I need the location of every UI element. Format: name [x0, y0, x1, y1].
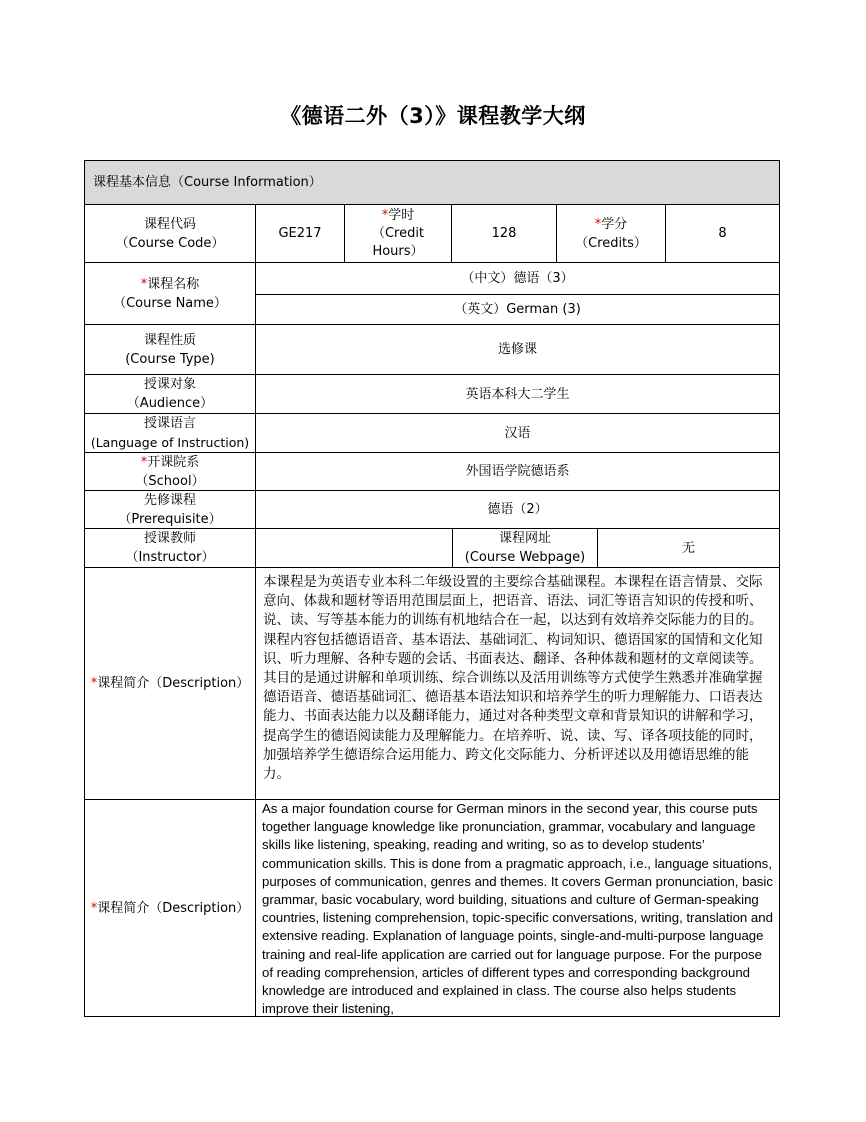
section-header — [84, 160, 780, 205]
prerequisite-label-cn: 先修课程 — [143, 492, 196, 508]
course-name-en — [255, 294, 780, 325]
audience-value-text: 英语本科大二学生 — [465, 386, 570, 402]
credits-label-cn: 学分 — [601, 216, 628, 232]
course-name-label — [84, 262, 256, 325]
language-label — [84, 413, 256, 453]
school-value — [255, 452, 780, 491]
webpage-value-text: 无 — [681, 540, 695, 556]
description-cn-label-text: 课程简介（Description） — [97, 676, 250, 691]
prerequisite-value — [255, 490, 780, 529]
course-name-label-cn: 课程名称 — [147, 276, 200, 292]
credits-label — [556, 204, 666, 263]
school-label-en: （School） — [135, 473, 205, 489]
hours-label-cn: 学时 — [388, 207, 415, 223]
description-en-label — [84, 799, 256, 1017]
description-cn-label — [84, 567, 256, 800]
credits-value — [665, 204, 780, 263]
required-mark: * — [594, 216, 602, 232]
audience-label — [84, 374, 256, 414]
required-mark: * — [90, 900, 98, 916]
webpage-label-cn: 课程网址 — [498, 531, 551, 546]
hours-value — [451, 204, 557, 263]
required-mark: * — [381, 207, 389, 223]
hours-label — [344, 204, 452, 263]
hours-label-en1: （Credit — [371, 225, 425, 241]
document-title: 《德语二外（3）》课程教学大纲 — [280, 104, 586, 128]
hours-label-en2: Hours） — [372, 243, 424, 259]
language-label-en: (Language of Instruction) — [90, 435, 250, 450]
audience-label-cn: 授课对象 — [143, 377, 196, 392]
instructor-label-en: （Instructor） — [125, 550, 215, 565]
description-cn-text — [255, 567, 780, 800]
course-code-label — [84, 204, 256, 263]
required-mark: * — [140, 276, 148, 292]
required-mark: * — [90, 676, 98, 691]
description-en-paragraph: As a major foundation course for German minors in the second year, this course puts together language knowledge like pronunciation, grammar, vocabulary and language skills like listening, speaking, reading and writing, so as to develop students’ communication skills. This is done from a pragmatic approach, i.e., language situations, purposes of communication, genres and themes. It covers German pronunciation, basic grammar, basic vocabulary, word building, situations and culture of German-speaking countries, listening comprehension, topic-specific conversations, writing, translation and extensive reading. Explanation of language points, single-and-multi-purpose language training and real-life application are carried out for language purpose. For the purpose of reading comprehension, articles of different types and corresponding background knowledge are introduced and explained in class. The course also helps students improve their listening, — [262, 801, 773, 1017]
school-value-text: 外国语学院德语系 — [465, 464, 570, 479]
instructor-label-cn: 授课教师 — [143, 531, 196, 546]
language-value-text: 汉语 — [504, 425, 531, 441]
audience-label-en: （Audience） — [126, 396, 214, 411]
course-type-label — [84, 324, 256, 375]
hours-value-text: 128 — [491, 226, 517, 241]
credits-value-text: 8 — [718, 226, 727, 241]
audience-value — [255, 374, 780, 414]
instructor-value — [255, 528, 453, 568]
instructor-label — [84, 528, 256, 568]
school-label — [84, 452, 256, 491]
prerequisite-label — [84, 490, 256, 529]
course-type-value — [255, 324, 780, 375]
course-name-cn-text: （中文）德语（3） — [461, 271, 574, 286]
school-label-cn: 开课院系 — [147, 454, 200, 470]
course-type-label-cn: 课程性质 — [143, 332, 196, 348]
prerequisite-value-text: 德语（2） — [487, 502, 548, 517]
course-name-en-text: （英文）German (3) — [454, 302, 581, 317]
description-en-text — [255, 799, 780, 1017]
course-code-value-text: GE217 — [278, 226, 322, 241]
webpage-label-en: (Course Webpage) — [464, 550, 586, 565]
section-header-text: 课程基本信息（Course Information） — [93, 175, 322, 190]
course-code-label-cn: 课程代码 — [143, 216, 196, 232]
course-code-value — [255, 204, 345, 263]
prerequisite-label-en: （Prerequisite） — [118, 511, 222, 527]
description-en-label-text: 课程简介（Description） — [97, 900, 250, 916]
language-label-cn: 授课语言 — [143, 416, 196, 431]
required-mark: * — [140, 454, 148, 470]
webpage-label — [452, 528, 598, 568]
course-type-label-en: (Course Type) — [125, 351, 215, 367]
course-name-label-en: （Course Name） — [113, 295, 227, 311]
credits-label-en: （Credits） — [575, 235, 647, 251]
course-name-cn — [255, 262, 780, 295]
language-value — [255, 413, 780, 453]
course-code-label-en: （Course Code） — [115, 235, 225, 251]
course-type-value-text: 选修课 — [497, 342, 537, 357]
webpage-value — [597, 528, 780, 568]
description-cn-paragraph: 本课程是为英语专业本科二年级设置的主要综合基础课程。本课程在语言情景、交际意向、体裁和题材等语用范围层面上，把语音、语法、词汇等语言知识的传授和听、说、读、写等基本能力的训练有机地结合在一起，以达到有效培养交际能力的目的。课程内容包括德语语音、基本语法、基础词汇、构词知识、德语国家的国情和文化知识、听力理解、各种专题的会话、书面表达、翻译、各种体裁和题材的文章阅读等。其目的是通过讲解和单项训练、综合训练以及活用训练等方式使学生熟悉并准确掌握德语语音、德语基础词汇、德语基本语法知识和培养学生的听力理解能力、口语表达能力、书面表达能力以及翻译能力，通过对各种类型文章和背景知识的讲解和学习，提高学生的德语阅读能力及理解能力。在培养听、说、读、写、译各项技能的同时，加强培养学生德语综合运用能力、跨文化交际能力、分析评述以及用德语思维的能力。 — [263, 574, 763, 783]
